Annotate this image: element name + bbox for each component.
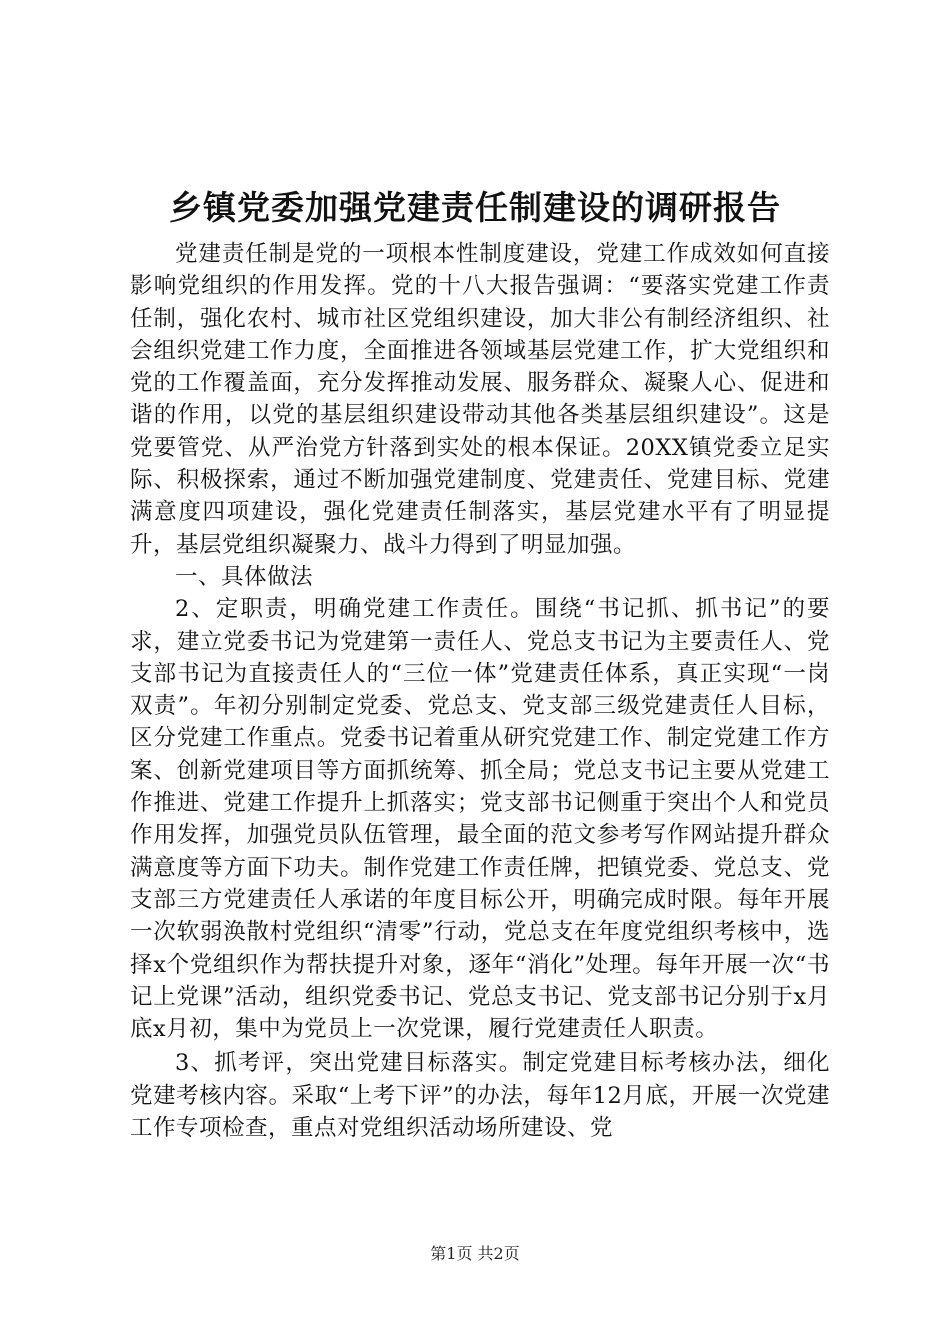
paragraph-item-3: 3、抓考评，突出党建目标落实。制定党建目标考核办法，细化党建考核内容。采取“上考下评”的办法，每年12月底，开展一次党建工作专项检查，重点对党组织活动场所建设、党: [130, 1050, 830, 1142]
section-heading: 一、具体做法: [175, 563, 314, 590]
document-body: [130, 238, 830, 1144]
document-title: 乡镇党委加强党建责任制建设的调研报告: [169, 188, 781, 227]
paragraph-intro: 党建责任制是党的一项根本性制度建设，党建工作成效如何直接影响党组织的作用发挥。党的十八大报告强调：“要落实党建工作责任制，强化农村、城市社区党组织建设，加大非公有制经济组织、社会组织党建工作力度，全面推进各领域基层党建工作，扩大党组织和党的工作覆盖面，充分发挥推动发展、服务群众、凝聚人心、促进和谐的作用，以党的基层组织建设带动其他各类基层组织建设”。这是党要管党、从严治党方针落到实处的根本保证。20XX镇党委立足实际、积极探索，通过不断加强党建制度、党建责任、党建目标、党建满意度四项建设，强化党建责任制落实，基层党建水平有了明显提升，基层党组织凝聚力、战斗力得到了明显加强。: [130, 241, 830, 558]
paragraph-item-2: 2、定职责，明确党建工作责任。围绕“书记抓、抓书记”的要求，建立党委书记为党建第一责任人、党总支书记为主要责任人、党支部书记为直接责任人的“三位一体”党建责任体系，真正实现“一岗双责”。年初分别制定党委、党总支、党支部三级党建责任人目标，区分党建工作重点。党委书记着重从研究党建工作、制定党建工作方案、创新党建项目等方面抓统筹、抓全局；党总支书记主要从党建工作推进、党建工作提升上抓落实；党支部书记侧重于突出个人和党员作用发挥，加强党员队伍管理，最全面的范文参考写作网站提升群众满意度等方面下功夫。制作党建工作责任牌，把镇党委、党总支、党支部三方党建责任人承诺的年度目标公开，明确完成时限。每年开展一次软弱涣散村党组织“清零”行动，党总支在年度党组织考核中，选择x个党组织作为帮扶提升对象，逐年“消化”处理。每年开展一次“书记上党课”活动，组织党委书记、党总支书记、党支部书记分别于x月底x月初，集中为党员上一次党课，履行党建责任人职责。: [130, 596, 830, 1043]
page-number: 第1页 共2页: [430, 1244, 520, 1263]
